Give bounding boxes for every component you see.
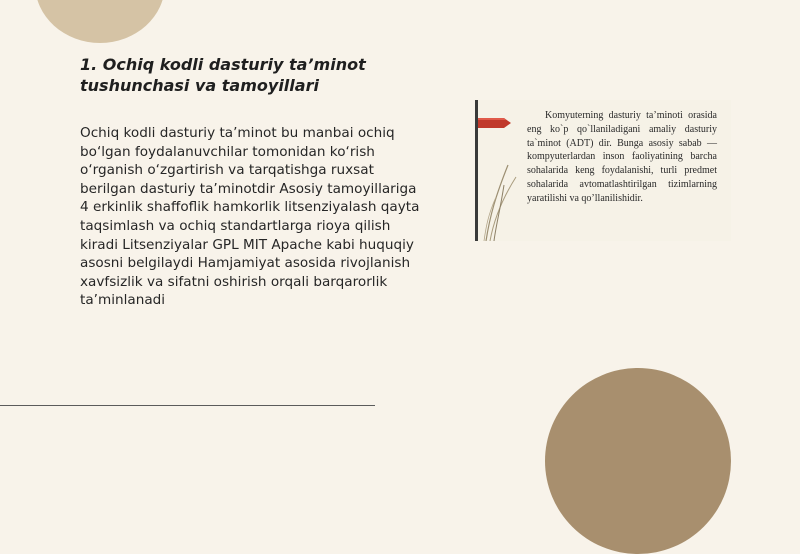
slide-body-text: Ochiq kodli dasturiy ta’minot bu manbai ochiq bo‘lgan foydalanuvchilar tomonidan ko‘rish o‘rganish o‘zgartirish va tarqatishga ruxsat berilgan dasturiy ta’minotdir Asosiy tamoyillariga 4 erkinlik shaffoflik hamkorlik litsenziyalash qayta taqsimlash va ochiq standartlarga rioya qilish kiradi Litsenziyalar GPL MIT Apache kabi huquqiy asosni belgilaydi Hamjamiyat asosida rivojlanish xavfsizlik va sifatni oshirish orqali barqarorlik ta’minlanadi	[80, 125, 420, 309]
quote-card-image	[475, 100, 731, 241]
slide-title: 1. Ochiq kodli dasturiy ta’minot tushunchasi va tamoyillari	[80, 55, 366, 95]
card-paragraph: Komyuterning dasturiy ta’minoti orasida eng ko`p qo`llaniladigani amaliy dasturiy ta`minot (ADT) dir. Bunga asosiy sabab — kompyuterlardan inson faoliyatining barcha sohalarida keng foydalanishi, turli predmet sohalarida avtomatlashtirilgan tizimlarning yaratilishi va qo’llanilishidir.	[527, 110, 717, 204]
decorative-circle-bottom	[545, 368, 731, 554]
decorative-circle-top	[35, 0, 165, 43]
grass-decoration-icon	[482, 155, 522, 241]
divider-line	[0, 405, 375, 406]
